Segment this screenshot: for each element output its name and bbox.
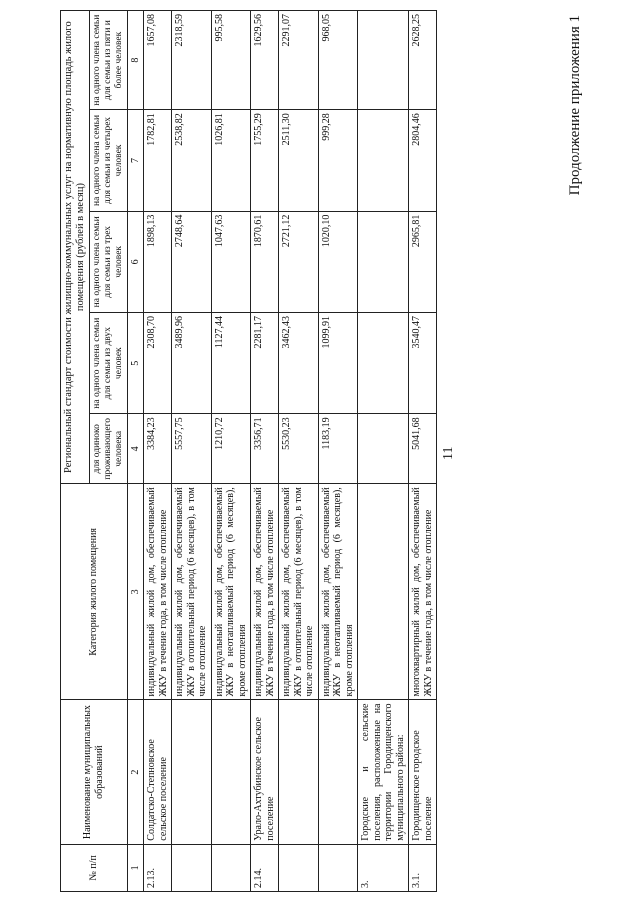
municipality-name: Урало-Ахтубинское сельское поселение	[251, 700, 279, 844]
value-cell: 968,05	[318, 11, 358, 110]
value-cell: 2748,64	[172, 211, 212, 312]
header-standard: Региональный стандарт стоимости жилищно-коммунальных услуг на нормативную площадь жилого помещения (рублей в месяц)	[61, 11, 90, 484]
value-cell: 3462,43	[279, 313, 319, 414]
housing-category: индивидуальный жилой дом, обеспечиваемый ЖКУ в отопительный период (6 месяцев), в том числе отопление	[172, 484, 212, 700]
page-number: 11	[441, 446, 456, 460]
value-cell: 1870,61	[251, 211, 279, 312]
table-row	[318, 11, 358, 892]
municipality-name	[172, 700, 212, 844]
housing-category: многоквартирный жилой дом, обеспечиваемый ЖКУ в течение года, в том числе отопление	[409, 484, 437, 700]
row-number: 3.	[358, 844, 409, 891]
municipality-name	[318, 700, 358, 844]
row-number	[211, 844, 251, 891]
value-cell: 3384,23	[144, 414, 172, 484]
column-index: 7	[127, 110, 144, 211]
housing-category: индивидуальный жилой дом, обеспечиваемый ЖКУ в течение года, в том числе отопление	[251, 484, 279, 700]
header-category: Категория жилого помещения	[61, 484, 128, 700]
value-cell: 1629,56	[251, 11, 279, 110]
value-cell: 1183,19	[318, 414, 358, 484]
value-cell: 1099,91	[318, 313, 358, 414]
value-cell	[358, 11, 409, 110]
regional-standard-table	[60, 10, 437, 892]
housing-category: индивидуальный жилой дом, обеспечиваемый ЖКУ в неотапливаемый период (6 месяцев), кроме отопления	[318, 484, 358, 700]
header-sub-five: на одного члена семьи для семьи из пяти и более человек	[90, 11, 128, 110]
header-sub-two: на одного члена семьи для семьи из двух человек	[90, 313, 128, 414]
row-number: 2.14.	[251, 844, 279, 891]
table-row	[279, 11, 319, 892]
value-cell: 999,28	[318, 110, 358, 211]
value-cell	[358, 414, 409, 484]
value-cell: 2965,81	[409, 211, 437, 312]
value-cell: 5530,23	[279, 414, 319, 484]
municipality-name: Солдатско-Степновское сельское поселение	[144, 700, 172, 844]
table-row	[409, 11, 437, 892]
value-cell: 3489,96	[172, 313, 212, 414]
row-number: 3.1.	[409, 844, 437, 891]
value-cell: 1047,63	[211, 211, 251, 312]
value-cell: 2291,07	[279, 11, 319, 110]
header-sub-single: для одиноко проживающего человека	[90, 414, 128, 484]
value-cell: 1898,13	[144, 211, 172, 312]
column-index: 5	[127, 313, 144, 414]
municipality-name: Городские и сельские поселения, расположенные на территории Городищенского муниципального района:	[358, 700, 409, 844]
value-cell: 2308,70	[144, 313, 172, 414]
table-row	[144, 11, 172, 892]
housing-category	[358, 484, 409, 700]
value-cell: 2511,30	[279, 110, 319, 211]
value-cell: 2281,17	[251, 313, 279, 414]
row-number	[172, 844, 212, 891]
header-name: Наименование муниципальных образований	[61, 700, 128, 844]
value-cell: 2318,59	[172, 11, 212, 110]
column-index: 1	[127, 844, 144, 891]
header-sub-four: на одного члена семьи для семьи из четырех человек	[90, 110, 128, 211]
header-sub-three: на одного члена семьи для семьи из трех человек	[90, 211, 128, 312]
value-cell: 2721,12	[279, 211, 319, 312]
value-cell: 2538,82	[172, 110, 212, 211]
row-number	[318, 844, 358, 891]
row-number: 2.13.	[144, 844, 172, 891]
table-row	[251, 11, 279, 892]
value-cell: 3540,47	[409, 313, 437, 414]
column-index: 2	[127, 700, 144, 844]
municipality-name: Городищенское городское поселение	[409, 700, 437, 844]
value-cell: 1127,44	[211, 313, 251, 414]
value-cell: 1782,81	[144, 110, 172, 211]
column-index: 8	[127, 11, 144, 110]
appendix-label: Продолжение приложения 1	[567, 15, 583, 196]
municipality-name	[279, 700, 319, 844]
value-cell	[358, 110, 409, 211]
municipality-name	[211, 700, 251, 844]
column-index: 4	[127, 414, 144, 484]
housing-category: индивидуальный жилой дом, обеспечиваемый ЖКУ в отопительный период (6 месяцев), в том числе отопление	[279, 484, 319, 700]
column-index-row	[127, 11, 144, 892]
value-cell: 3356,71	[251, 414, 279, 484]
value-cell: 1020,10	[318, 211, 358, 312]
header-no: № п/п	[61, 844, 128, 891]
value-cell	[358, 313, 409, 414]
value-cell: 995,58	[211, 11, 251, 110]
value-cell: 5557,75	[172, 414, 212, 484]
housing-category: индивидуальный жилой дом, обеспечиваемый ЖКУ в неотапливаемый период (6 месяцев), кроме отопления	[211, 484, 251, 700]
value-cell: 1755,29	[251, 110, 279, 211]
value-cell: 2804,46	[409, 110, 437, 211]
table-row	[358, 11, 409, 892]
table-row	[211, 11, 251, 892]
value-cell: 1210,72	[211, 414, 251, 484]
value-cell	[358, 211, 409, 312]
housing-category: индивидуальный жилой дом, обеспечиваемый ЖКУ в течение года, в том числе отопление	[144, 484, 172, 700]
column-index: 6	[127, 211, 144, 312]
column-index: 3	[127, 484, 144, 700]
value-cell: 1657,08	[144, 11, 172, 110]
value-cell: 1026,81	[211, 110, 251, 211]
value-cell: 2628,25	[409, 11, 437, 110]
table-row	[172, 11, 212, 892]
value-cell: 5041,68	[409, 414, 437, 484]
row-number	[279, 844, 319, 891]
